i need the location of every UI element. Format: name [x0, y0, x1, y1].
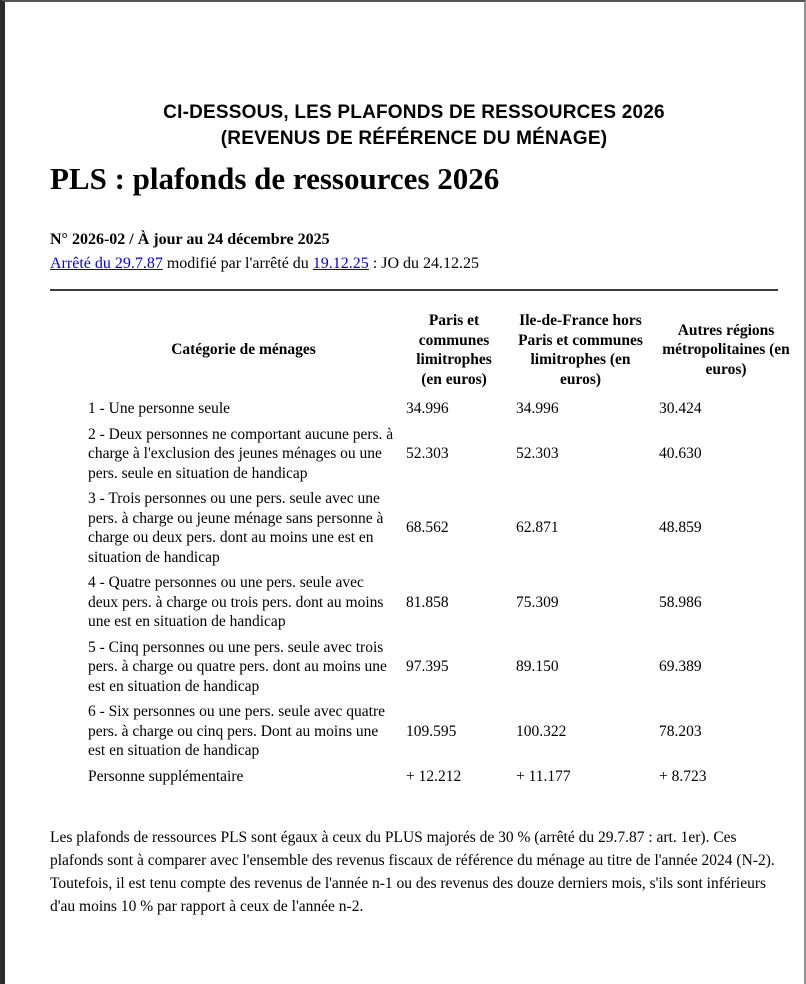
- row-value-idf: 89.150: [516, 658, 559, 675]
- column-header-autres: Autres régions métropolitaines (en euros): [662, 321, 790, 378]
- row-value-autres: 48.859: [659, 519, 702, 537]
- table-row: [88, 635, 800, 700]
- table-row: [88, 699, 800, 764]
- arrete-line: [50, 253, 778, 274]
- kicker-line-1: CI-DESSOUS, LES PLAFONDS DE RESSOURCES 2026: [163, 102, 665, 123]
- arrete-1987-link[interactable]: Arrêté du 29.7.87: [50, 255, 163, 272]
- row-value-paris: + 12.212: [406, 767, 462, 785]
- page-title: PLS : plafonds de ressources 2026: [50, 161, 500, 196]
- row-value-idf: + 11.177: [516, 767, 571, 785]
- row-value-autres: + 8.723: [659, 767, 707, 785]
- row-value-autres: 69.389: [659, 658, 702, 675]
- row-category: 5 - Cinq personnes ou une pers. seule avec trois pers. à charge ou quatre pers. dont au moins une est en situation de handicap: [88, 638, 387, 695]
- row-value-idf: 100.322: [516, 722, 567, 740]
- row-value-idf: 34.996: [516, 400, 559, 417]
- plafonds-table: [88, 305, 800, 789]
- row-value-idf: 52.303: [516, 445, 559, 462]
- row-category: 3 - Trois personnes ou une pers. seule avec une pers. à charge ou jeune ménage sans personne à charge ou deux pers. dont au moins une est en situation de handicap: [88, 490, 384, 566]
- row-category: 4 - Quatre personnes ou une pers. seule avec deux pers. à charge ou trois pers. dont au moins une est en situation de handicap: [88, 574, 384, 630]
- row-category: Personne supplémentaire: [88, 767, 244, 785]
- row-value-paris: 34.996: [406, 400, 449, 417]
- row-value-idf: 62.871: [516, 519, 559, 537]
- column-header-idf: Ile-de-France hors Paris et communes limitrophes (en euros): [518, 312, 643, 388]
- row-value-idf: 75.309: [516, 593, 559, 611]
- row-value-autres: 58.986: [659, 593, 702, 611]
- row-value-autres: 40.630: [659, 445, 702, 462]
- reference-line: N° 2026-02 / À jour au 24 décembre 2025: [50, 231, 330, 248]
- column-header-categorie: Catégorie de ménages: [171, 341, 316, 359]
- table-row: [88, 570, 800, 635]
- table-row: [88, 422, 800, 487]
- arrete-suffix-text: : JO du 24.12.25: [368, 255, 480, 272]
- row-value-paris: 81.858: [406, 593, 449, 611]
- arrete-middle-text: modifié par l'arrêté du: [162, 255, 313, 272]
- row-value-autres: 78.203: [659, 722, 702, 740]
- divider-rule: [50, 289, 778, 291]
- row-category: 1 - Une personne seule: [88, 400, 231, 417]
- table-header-row: [88, 305, 800, 396]
- row-value-paris: 109.595: [406, 722, 457, 740]
- table-row: [88, 764, 800, 790]
- kicker-line-2: (REVENUS DE RÉFÉRENCE DU MÉNAGE): [220, 128, 608, 149]
- footer-note: Les plafonds de ressources PLS sont égaux à ceux du PLUS majorés de 30 % (arrêté du 29.7.87 : art. 1er). Ces plafonds sont à comparer avec l'ensemble des revenus fiscaux de référence du ménage au titre de l'année 2024 (N-2). Toutefois, il est tenu compte des revenus de l'année n-1 ou des revenus des douze derniers mois, s'ils sont inférieurs d'au moins 10 % par rapport à ceux de l'année n-2.: [50, 829, 775, 915]
- row-value-paris: 68.562: [406, 519, 449, 537]
- row-category: 6 - Six personnes ou une pers. seule avec quatre pers. à charge ou cinq pers. Dont au moins une est en situation de handicap: [88, 703, 385, 759]
- row-value-paris: 97.395: [406, 658, 449, 675]
- row-value-paris: 52.303: [406, 445, 449, 462]
- table-row: [88, 396, 800, 422]
- table-row: [88, 486, 800, 570]
- document-content: [5, 2, 804, 918]
- kicker-heading: [50, 100, 778, 152]
- row-value-autres: 30.424: [659, 400, 702, 417]
- column-header-paris: Paris et communes limitrophes (en euros): [416, 312, 492, 388]
- row-category: 2 - Deux personnes ne comportant aucune pers. à charge à l'exclusion des jeunes ménages ou une pers. seule en situation de handicap: [88, 425, 394, 482]
- arrete-2025-link[interactable]: 19.12.25: [312, 255, 369, 272]
